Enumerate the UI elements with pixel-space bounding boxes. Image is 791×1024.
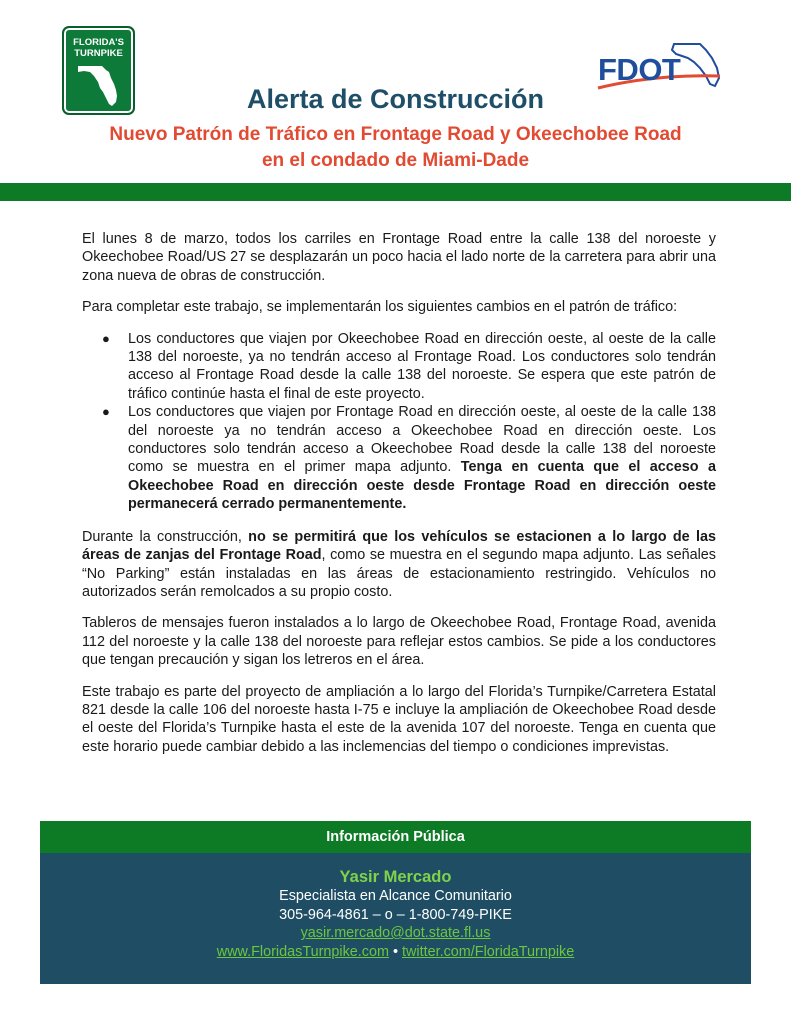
paragraph-changes-intro: Para completar este trabajo, se implementarán los siguientes cambios en el patrón de tráfico: (82, 299, 678, 316)
contact-role: Especialista en Alcance Comunitario (279, 888, 512, 904)
header-divider-bar (0, 183, 791, 201)
parking-text-start: Durante la construcción, (82, 528, 249, 545)
list-item-emphasis: Tenga en cuenta que el acceso a Okeechobee Road en dirección oeste desde Frontage Road en dirección oeste permanecerá cerrado permanentemente. (128, 459, 716, 513)
public-information-heading: Información Pública (40, 821, 751, 853)
list-item-text: Los conductores que viajen por Okeechobee Road en dirección oeste, al oeste de la calle 138 del noroeste, ya no tendrán acceso al Frontage Road. Los conductores solo tendrán acceso al Frontage Road desde la calle 138 del noroeste. Se espera que este patrón de tráfico continúe hasta el final de este proyecto. (128, 330, 716, 402)
website-link[interactable]: www.FloridasTurnpike.com (216, 943, 389, 960)
parking-emphasis: no se permitirá que los vehículos se estacionen a lo largo de las áreas de zanjas del Frontage Road (82, 528, 716, 564)
list-item (82, 330, 716, 404)
subtitle-line-1: Nuevo Patrón de Tráfico en Frontage Road y Okeechobee Road (109, 124, 682, 145)
alert-body (82, 230, 716, 769)
turnpike-logo-text: FLORIDA'S TURNPIKE (73, 37, 124, 59)
contact-phone: 305-964-4861 – o – 1-800-749-PIKE (279, 906, 512, 923)
contact-details (40, 853, 751, 984)
page-subtitle (60, 122, 731, 174)
traffic-changes-list (82, 330, 716, 514)
paragraph-intro: El lunes 8 de marzo, todos los carriles en Frontage Road entre la calle 138 del noroeste y Okeechobee Road/US 27 se desplazarán un poco hacia el lado norte de la carretera para abrir una zona nueva de obras de construcción. (82, 231, 716, 284)
list-item-text: Los conductores que viajen por Frontage Road en dirección oeste, al oeste de la calle 138 del noroeste ya no tendrán acceso a Okeechobee Road en dirección oeste. Los conductores solo tendrán acceso a Okeechobee Road desde la calle 138 del noroeste como se muestra en el primer mapa adjunto. (128, 404, 716, 476)
twitter-link[interactable]: twitter.com/FloridaTurnpike (402, 943, 575, 960)
bullet-icon: ● (102, 330, 110, 346)
bullet-icon: ● (102, 404, 110, 420)
paragraph-message-boards: Tableros de mensajes fueron instalados a lo largo de Okeechobee Road, Frontage Road, avenida 112 del noroeste y la calle 138 del noroeste para reflejar estos cambios. Se pide a los conductores que tengan precaución y sigan los letreros en el área. (82, 615, 716, 669)
paragraph-project-info: Este trabajo es parte del proyecto de ampliación a lo largo del Florida’s Turnpike/Carretera Estatal 821 desde la calle 106 del noroeste hasta I-75 e incluye la ampliación de Okeechobee Road desde el oeste del Florida’s Turnpike hasta el este de la avenida 107 del noroeste. Tenga en cuenta que este horario puede cambiar debido a las inclemencias del tiempo o condiciones imprevistas. (82, 683, 716, 755)
fdot-logo-text: FDOT (598, 52, 681, 87)
page-title: Alerta de Construcción (246, 84, 545, 114)
link-separator: • (392, 943, 399, 960)
paragraph-parking (82, 528, 716, 602)
contact-email-link[interactable]: yasir.mercado@dot.state.fl.us (300, 925, 491, 941)
parking-text-end: , como se muestra en el segundo mapa adjunto. Las señales “No Parking” están instaladas en las áreas de estacionamiento restringido. Vehículos no autorizados serán remolcados a su propio costo. (82, 547, 716, 600)
contact-name: Yasir Mercado (339, 868, 452, 886)
subtitle-line-2: en el condado de Miami-Dade (261, 150, 530, 171)
public-information-box (40, 821, 751, 984)
list-item (82, 403, 716, 513)
